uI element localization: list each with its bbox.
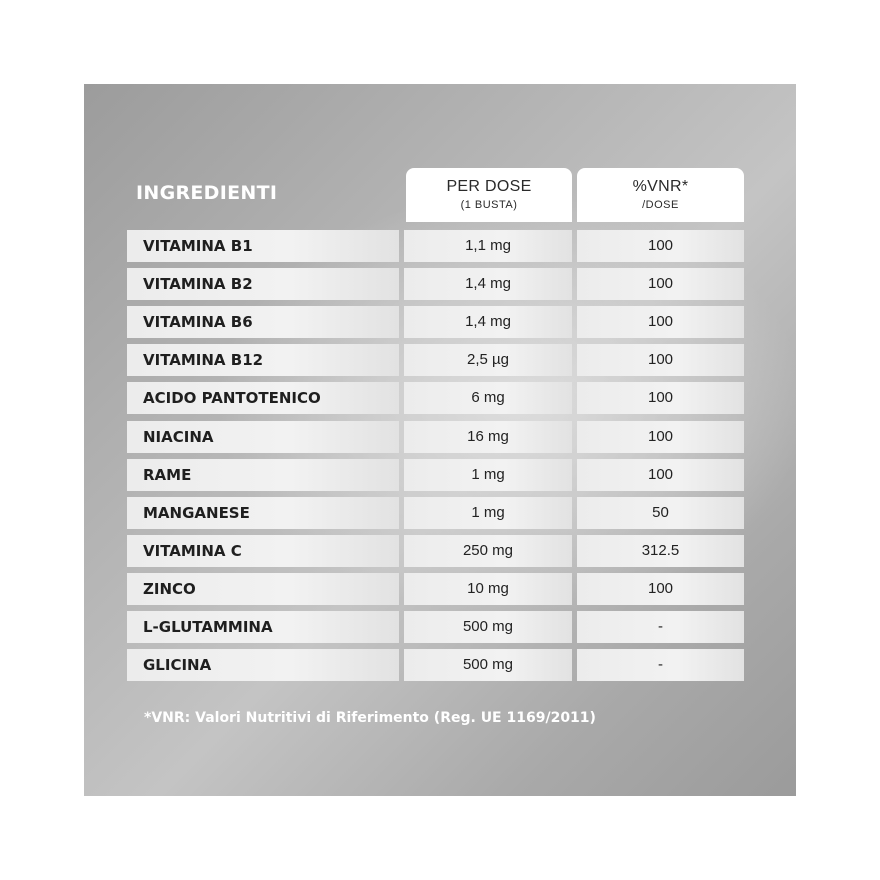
footnote: *VNR: Valori Nutritivi di Riferimento (Reg. UE 1169/2011) xyxy=(144,710,596,726)
cell-name: GLICINA xyxy=(127,649,399,681)
table-row xyxy=(127,535,744,567)
cell-name: VITAMINA B2 xyxy=(127,268,399,300)
cell-dose: 6 mg xyxy=(404,382,572,414)
header-vnr-label: %VNR* xyxy=(632,178,689,195)
cell-dose: 500 mg xyxy=(404,611,572,643)
table-row xyxy=(127,382,744,414)
cell-vnr: 100 xyxy=(577,382,744,414)
cell-dose: 1,4 mg xyxy=(404,268,572,300)
cell-vnr: 100 xyxy=(577,421,744,453)
nutrition-panel xyxy=(84,84,796,796)
cell-name: ACIDO PANTOTENICO xyxy=(127,382,399,414)
cell-name: VITAMINA B12 xyxy=(127,344,399,376)
cell-name: VITAMINA B1 xyxy=(127,230,399,262)
header-vnr xyxy=(577,168,744,222)
cell-name: RAME xyxy=(127,459,399,491)
cell-name: ZINCO xyxy=(127,573,399,605)
cell-name: VITAMINA C xyxy=(127,535,399,567)
header-per-dose-label: PER DOSE xyxy=(446,178,532,195)
cell-dose: 2,5 µg xyxy=(404,344,572,376)
table-row xyxy=(127,611,744,643)
header-vnr-sub: /DOSE xyxy=(642,199,679,211)
cell-name: NIACINA xyxy=(127,421,399,453)
table-row xyxy=(127,268,744,300)
cell-vnr: 100 xyxy=(577,306,744,338)
cell-vnr: 100 xyxy=(577,268,744,300)
cell-name: VITAMINA B6 xyxy=(127,306,399,338)
cell-dose: 500 mg xyxy=(404,649,572,681)
cell-dose: 1,1 mg xyxy=(404,230,572,262)
cell-vnr: 100 xyxy=(577,230,744,262)
table-row xyxy=(127,306,744,338)
table-row xyxy=(127,421,744,453)
table-row xyxy=(127,649,744,681)
cell-vnr: 50 xyxy=(577,497,744,529)
cell-dose: 250 mg xyxy=(404,535,572,567)
header-per-dose xyxy=(406,168,572,222)
cell-dose: 10 mg xyxy=(404,573,572,605)
table-row xyxy=(127,230,744,262)
cell-vnr: 100 xyxy=(577,344,744,376)
cell-dose: 1,4 mg xyxy=(404,306,572,338)
cell-vnr: 100 xyxy=(577,459,744,491)
table-row xyxy=(127,459,744,491)
cell-dose: 1 mg xyxy=(404,459,572,491)
table-row xyxy=(127,573,744,605)
table-title: INGREDIENTI xyxy=(136,182,278,204)
cell-vnr: - xyxy=(577,611,744,643)
table-row xyxy=(127,497,744,529)
cell-dose: 16 mg xyxy=(404,421,572,453)
cell-vnr: 100 xyxy=(577,573,744,605)
table-row xyxy=(127,344,744,376)
cell-vnr: - xyxy=(577,649,744,681)
cell-vnr: 312.5 xyxy=(577,535,744,567)
header-per-dose-sub: (1 BUSTA) xyxy=(460,199,518,211)
cell-name: L-GLUTAMMINA xyxy=(127,611,399,643)
cell-dose: 1 mg xyxy=(404,497,572,529)
cell-name: MANGANESE xyxy=(127,497,399,529)
